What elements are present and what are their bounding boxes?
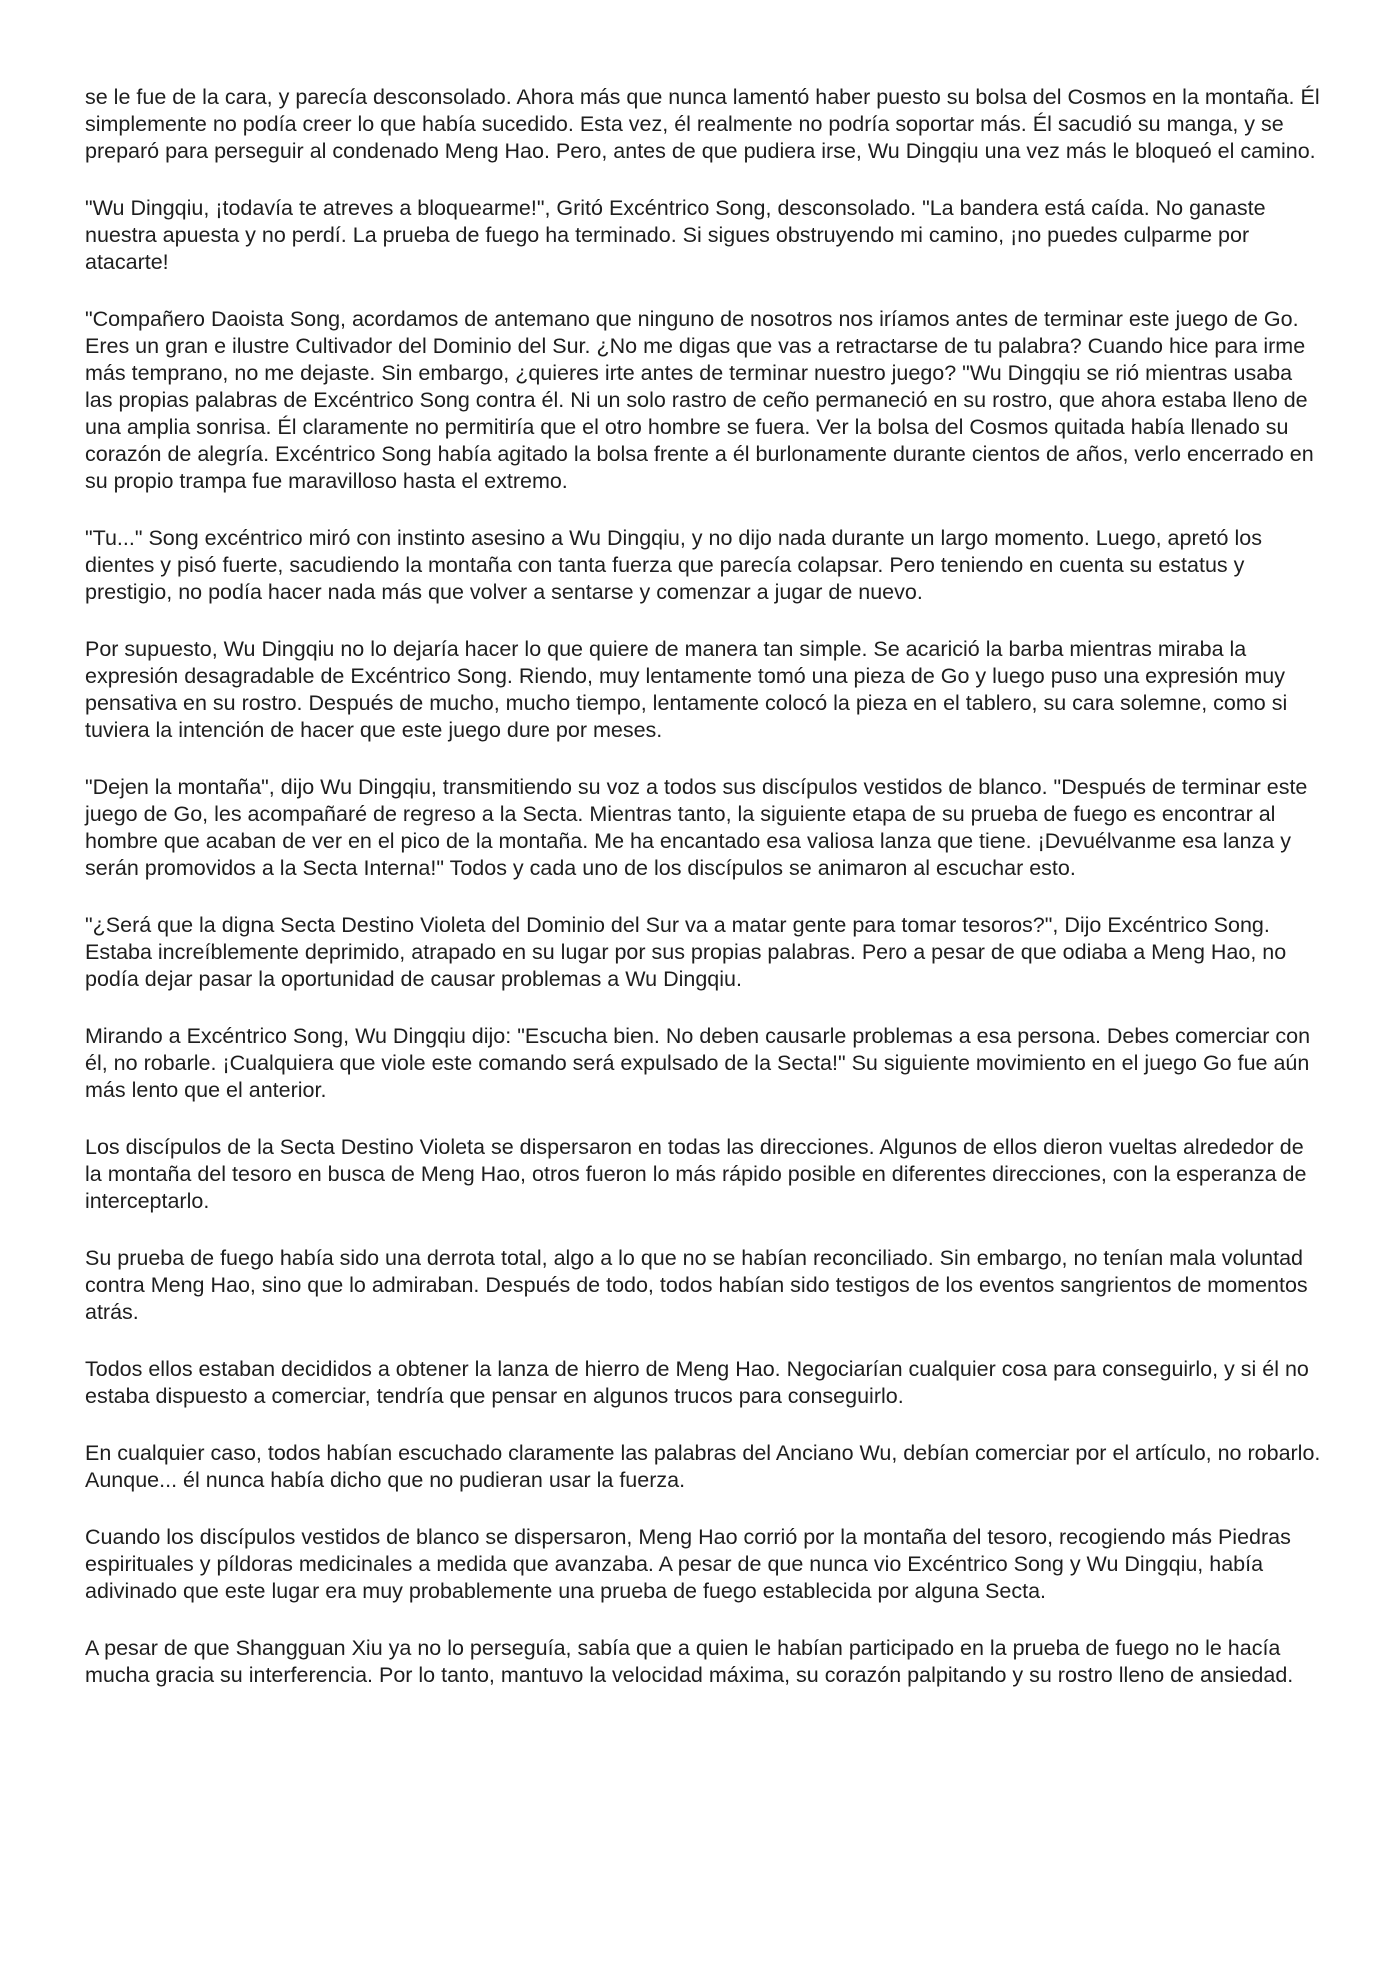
paragraph: Todos ellos estaban decididos a obtener la lanza de hierro de Meng Hao. Negociarían cualquier cosa para conseguirlo, y si él no estaba dispuesto a comerciar, tendría que pensar en algunos trucos para conseguirlo. (85, 1357, 1309, 1408)
paragraph: Por supuesto, Wu Dingqiu no lo dejaría hacer lo que quiere de manera tan simple. Se acarició la barba mientras miraba la expresión desagradable de Excéntrico Song. Riendo, muy lentamente tomó una pieza de Go y luego puso una expresión muy pensativa en su rostro. Después de mucho, mucho tiempo, lentamente colocó la pieza en el tablero, su cara solemne, como si tuviera la intención de hacer que este juego dure por meses. (85, 637, 1288, 742)
paragraph: "Tu..." Song excéntrico miró con instinto asesino a Wu Dingqiu, y no dijo nada durante un largo momento. Luego, apretó los dientes y pisó fuerte, sacudiendo la montaña con tanta fuerza que parecía colapsar. Pero teniendo en cuenta su estatus y prestigio, no podía hacer nada más que volver a sentarse y comenzar a jugar de nuevo. (85, 526, 1262, 604)
paragraph: se le fue de la cara, y parecía desconsolado. Ahora más que nunca lamentó haber puesto su bolsa del Cosmos en la montaña. Él simplemente no podía creer lo que había sucedido. Esta vez, él realmente no podría soportar más. Él sacudió su manga, y se preparó para perseguir al condenado Meng Hao. Pero, antes de que pudiera irse, Wu Dingqiu una vez más le bloqueó el camino. (85, 85, 1320, 163)
paragraph: A pesar de que Shangguan Xiu ya no lo perseguía, sabía que a quien le habían participado en la prueba de fuego no le hacía mucha gracia su interferencia. Por lo tanto, mantuvo la velocidad máxima, su corazón palpitando y su rostro lleno de ansiedad. (85, 1636, 1294, 1687)
paragraph: "Compañero Daoista Song, acordamos de antemano que ninguno de nosotros nos iríamos antes de terminar este juego de Go. Eres un gran e ilustre Cultivador del Dominio del Sur. ¿No me digas que vas a retractarse de tu palabra? Cuando hice para irme más temprano, no me dejaste. Sin embargo, ¿quieres irte antes de terminar nuestro juego? "Wu Dingqiu se rió mientras usaba las propias palabras de Excéntrico Song contra él. Ni un solo rastro de ceño permaneció en su rostro, que ahora estaba lleno de una amplia sonrisa. Él claramente no permitiría que el otro hombre se fuera. Ver la bolsa del Cosmos quitada había llenado su corazón de alegría. Excéntrico Song había agitado la bolsa frente a él burlonamente durante cientos de años, verlo encerrado en su propio trampa fue maravilloso hasta el extremo. (85, 307, 1314, 493)
paragraph: Los discípulos de la Secta Destino Violeta se dispersaron en todas las direcciones. Algunos de ellos dieron vueltas alrededor de la montaña del tesoro en busca de Meng Hao, otros fueron lo más rápido posible en diferentes direcciones, con la esperanza de interceptarlo. (85, 1135, 1307, 1213)
paragraph: "Wu Dingqiu, ¡todavía te atreves a bloquearme!", Gritó Excéntrico Song, desconsolado. "La bandera está caída. No ganaste nuestra apuesta y no perdí. La prueba de fuego ha terminado. Si sigues obstruyendo mi camino, ¡no puedes culparme por atacarte! (85, 196, 1266, 274)
paragraph: En cualquier caso, todos habían escuchado claramente las palabras del Anciano Wu, debían comerciar por el artículo, no robarlo. Aunque... él nunca había dicho que no pudieran usar la fuerza. (85, 1441, 1321, 1492)
paragraph: Su prueba de fuego había sido una derrota total, algo a lo que no se habían reconciliado. Sin embargo, no tenían mala voluntad contra Meng Hao, sino que lo admiraban. Después de todo, todos habían sido testigos de los eventos sangrientos de momentos atrás. (85, 1246, 1308, 1324)
paragraph: Cuando los discípulos vestidos de blanco se dispersaron, Meng Hao corrió por la montaña del tesoro, recogiendo más Piedras espirituales y píldoras medicinales a medida que avanzaba. A pesar de que nunca vio Excéntrico Song y Wu Dingqiu, había adivinado que este lugar era muy probablemente una prueba de fuego establecida por alguna Secta. (85, 1525, 1291, 1603)
paragraph: Mirando a Excéntrico Song, Wu Dingqiu dijo: "Escucha bien. No deben causarle problemas a esa persona. Debes comerciar con él, no robarle. ¡Cualquiera que viole este comando será expulsado de la Secta!" Su siguiente movimiento en el juego Go fue aún más lento que el anterior. (85, 1024, 1311, 1102)
document-page (85, 84, 1325, 1719)
paragraph: "¿Será que la digna Secta Destino Violeta del Dominio del Sur va a matar gente para tomar tesoros?", Dijo Excéntrico Song. Estaba increíblemente deprimido, atrapado en su lugar por sus propias palabras. Pero a pesar de que odiaba a Meng Hao, no podía dejar pasar la oportunidad de causar problemas a Wu Dingqiu. (85, 913, 1287, 991)
paragraph: "Dejen la montaña", dijo Wu Dingqiu, transmitiendo su voz a todos sus discípulos vestidos de blanco. "Después de terminar este juego de Go, les acompañaré de regreso a la Secta. Mientras tanto, la siguiente etapa de su prueba de fuego es encontrar al hombre que acaban de ver en el pico de la montaña. Me ha encantado esa valiosa lanza que tiene. ¡Devuélvanme esa lanza y serán promovidos a la Secta Interna!" Todos y cada uno de los discípulos se animaron al escuchar esto. (85, 775, 1308, 880)
